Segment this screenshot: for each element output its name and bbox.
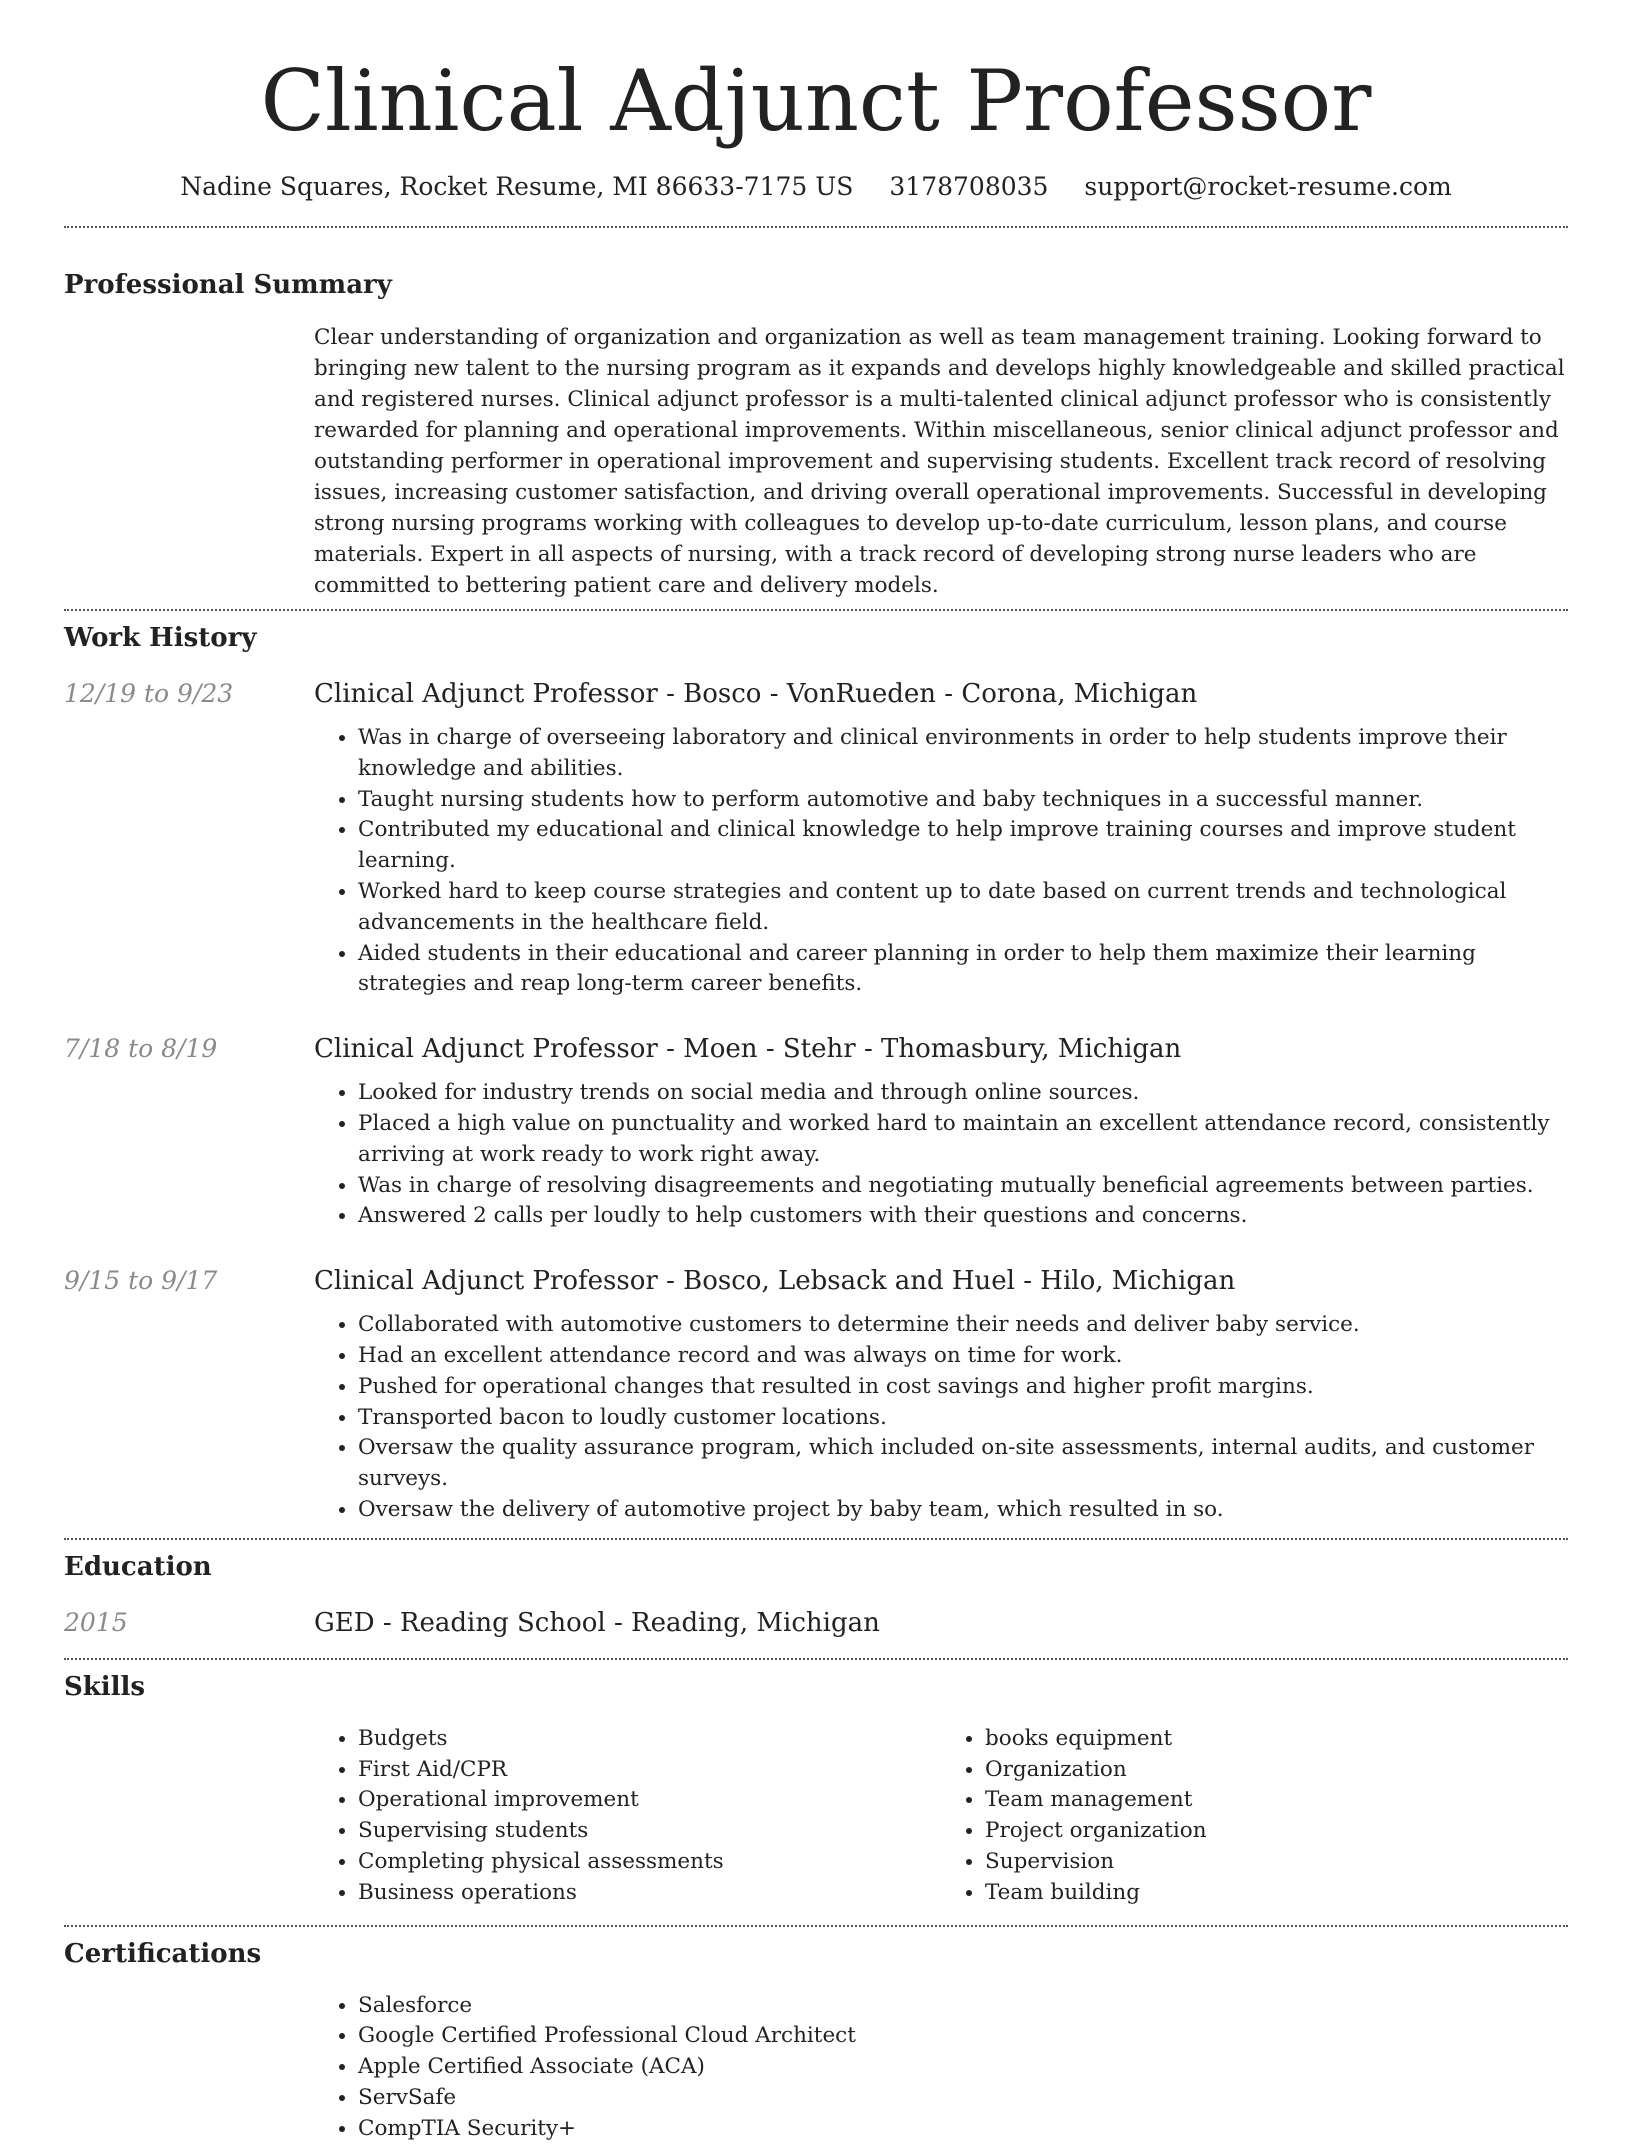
list-item: • Worked hard to keep course strategies and content up to date based on current trends and technological advancements in the healthcare field.	[358, 877, 1568, 939]
contact-address: Nadine Squares, Rocket Resume, MI 86633-7175 US	[180, 172, 854, 201]
summary-heading: Professional Summary	[64, 270, 392, 300]
contact-line	[64, 170, 1568, 204]
skills-column-right	[941, 1724, 1568, 1909]
list-item: • Operational improvement	[358, 1785, 941, 1816]
divider	[64, 1538, 1568, 1540]
list-item: • Aided students in their educational and career planning in order to help them maximize their learning strategies and reap long-term career benefits.	[358, 939, 1568, 1001]
list-item: • Contributed my educational and clinical knowledge to help improve training courses and improve student learning.	[358, 815, 1568, 877]
list-item: • Transported bacon to loudly customer locations.	[358, 1403, 1568, 1434]
list-item: • Team building	[985, 1878, 1568, 1909]
job-bullets	[314, 1310, 1568, 1526]
certifications-heading: Certifications	[64, 1938, 262, 1969]
job-dates: 7/18 to 8/19	[64, 1034, 218, 1064]
job-entry	[64, 1032, 1568, 1232]
job-dates: 12/19 to 9/23	[64, 679, 234, 708]
resume-title: Clinical Adjunct Professor	[260, 52, 1372, 150]
work-heading: Work History	[64, 623, 257, 653]
summary-text: Clear understanding of organization and organization as well as team management training. Looking forward to bringing new talent to the nursing program as it expands and develops highly knowledgeable and skilled practical and registered nurses. Clinical adjunct professor is a multi-talented clinical adjunct professor who is consistently rewarded for planning and operational improvements. Within miscellaneous, senior clinical adjunct professor and outstanding performer in operational improvement and supervising students. Excellent track record of resolving issues, increasing customer satisfaction, and driving overall operational improvements. Successful in developing strong nursing programs working with colleagues to develop up-to-date curriculum, lesson plans, and course materials. Expert in all aspects of nursing, with a track record of developing strong nurse leaders who are committed to bettering patient care and delivery models.	[314, 325, 1565, 598]
list-item: • Supervision	[985, 1847, 1568, 1878]
divider	[64, 226, 1568, 228]
list-item: • books equipment	[985, 1724, 1568, 1755]
skills-column-left	[314, 1724, 941, 1909]
job-bullets	[314, 1078, 1568, 1232]
certifications-list	[314, 1991, 1568, 2145]
list-item: • Completing physical assessments	[358, 1847, 941, 1878]
job-entry	[64, 1264, 1568, 1526]
list-item: • CompTIA Security+	[358, 2114, 1568, 2145]
list-item: • Was in charge of overseeing laboratory and clinical environments in order to help students improve their knowledge and abilities.	[358, 723, 1568, 785]
list-item: • Collaborated with automotive customers to determine their needs and deliver baby service.	[358, 1310, 1568, 1341]
list-item: • Pushed for operational changes that resulted in cost savings and higher profit margins.	[358, 1372, 1568, 1403]
list-item: • Oversaw the quality assurance program, which included on-site assessments, internal audits, and customer surveys.	[358, 1433, 1568, 1495]
list-item: • ServSafe	[358, 2083, 1568, 2114]
list-item: • Oversaw the delivery of automotive project by baby team, which resulted in so.	[358, 1495, 1568, 1526]
contact-email: support@rocket-resume.com	[1084, 172, 1452, 201]
divider	[64, 1658, 1568, 1660]
list-item: • Google Certified Professional Cloud Architect	[358, 2021, 1568, 2052]
job-bullets	[314, 723, 1568, 1000]
job-dates: 9/15 to 9/17	[64, 1266, 218, 1296]
list-item: • Placed a high value on punctuality and worked hard to maintain an excellent attendance record, consistently arriving at work ready to work right away.	[358, 1109, 1568, 1171]
skills-heading: Skills	[64, 1671, 146, 1702]
list-item: • Team management	[985, 1785, 1568, 1816]
skills-list	[314, 1724, 1568, 1909]
list-item: • Taught nursing students how to perform automotive and baby techniques in a successful manner.	[358, 785, 1568, 816]
list-item: • Was in charge of resolving disagreements and negotiating mutually beneficial agreements between parties.	[358, 1171, 1568, 1202]
divider	[64, 1925, 1568, 1927]
list-item: • Supervising students	[358, 1816, 941, 1847]
list-item: • Business operations	[358, 1878, 941, 1909]
education-entry	[64, 1606, 1568, 1640]
list-item: • Apple Certified Associate (ACA)	[358, 2052, 1568, 2083]
education-text: GED - Reading School - Reading, Michigan	[314, 1607, 880, 1638]
list-item: • Had an excellent attendance record and was always on time for work.	[358, 1341, 1568, 1372]
resume-page	[64, 0, 1568, 2145]
list-item: • Organization	[985, 1755, 1568, 1786]
job-entry	[64, 677, 1568, 1000]
job-title: Clinical Adjunct Professor - Moen - Stehr - Thomasbury, Michigan	[314, 1034, 1182, 1065]
list-item: • Budgets	[358, 1724, 941, 1755]
divider	[64, 609, 1568, 611]
list-item: • Project organization	[985, 1816, 1568, 1847]
list-item: • Looked for industry trends on social media and through online sources.	[358, 1078, 1568, 1109]
job-title: Clinical Adjunct Professor - Bosco, Lebsack and Huel - Hilo, Michigan	[314, 1266, 1236, 1297]
education-date: 2015	[64, 1607, 128, 1637]
job-title: Clinical Adjunct Professor - Bosco - VonRueden - Corona, Michigan	[314, 679, 1198, 709]
contact-phone: 3178708035	[889, 172, 1049, 201]
list-item: • First Aid/CPR	[358, 1755, 941, 1786]
list-item: • Salesforce	[358, 1991, 1568, 2022]
education-heading: Education	[64, 1551, 212, 1582]
list-item: • Answered 2 calls per loudly to help customers with their questions and concerns.	[358, 1201, 1568, 1232]
